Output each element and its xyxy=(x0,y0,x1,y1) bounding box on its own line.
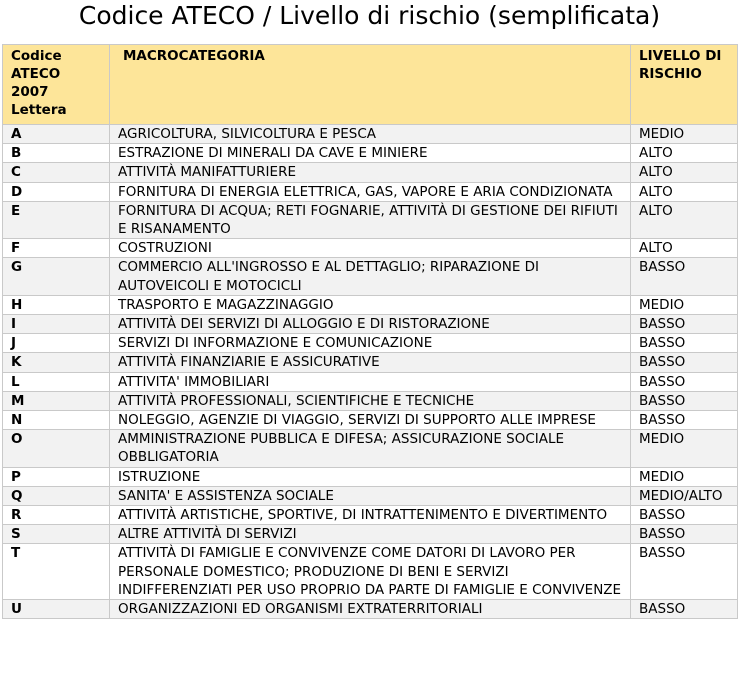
category-cell: ORGANIZZAZIONI ED ORGANISMI EXTRATERRITORIALI xyxy=(110,600,631,619)
code-cell: U xyxy=(3,600,110,619)
code-cell: H xyxy=(3,295,110,314)
code-cell: K xyxy=(3,353,110,372)
table-row xyxy=(3,600,738,619)
table-row xyxy=(3,544,738,600)
table-row xyxy=(3,486,738,505)
table-row xyxy=(3,525,738,544)
table-row xyxy=(3,372,738,391)
category-cell: ATTIVITA' IMMOBILIARI xyxy=(110,372,631,391)
risk-cell: BASSO xyxy=(631,544,738,600)
risk-cell: MEDIO xyxy=(631,467,738,486)
table-row xyxy=(3,467,738,486)
header-category: MACROCATEGORIA xyxy=(110,45,631,125)
code-cell: E xyxy=(3,201,110,238)
code-cell: R xyxy=(3,506,110,525)
category-cell: ISTRUZIONE xyxy=(110,467,631,486)
category-cell: ATTIVITÀ DI FAMIGLIE E CONVIVENZE COME DATORI DI LAVORO PER PERSONALE DOMESTICO; PRODUZIONE DI BENI E SERVIZI INDIFFERENZIATI PER USO PROPRIO DA PARTE DI FAMIGLIE E CONVIVENZE xyxy=(110,544,631,600)
code-cell: F xyxy=(3,239,110,258)
risk-cell: ALTO xyxy=(631,201,738,238)
code-cell: L xyxy=(3,372,110,391)
risk-cell: BASSO xyxy=(631,258,738,295)
risk-cell: ALTO xyxy=(631,182,738,201)
code-cell: J xyxy=(3,334,110,353)
code-cell: O xyxy=(3,430,110,467)
risk-cell: BASSO xyxy=(631,391,738,410)
risk-cell: MEDIO xyxy=(631,295,738,314)
category-cell: ALTRE ATTIVITÀ DI SERVIZI xyxy=(110,525,631,544)
category-cell: COSTRUZIONI xyxy=(110,239,631,258)
table-row xyxy=(3,391,738,410)
category-cell: AMMINISTRAZIONE PUBBLICA E DIFESA; ASSICURAZIONE SOCIALE OBBLIGATORIA xyxy=(110,430,631,467)
risk-cell: MEDIO xyxy=(631,125,738,144)
table-row xyxy=(3,239,738,258)
code-cell: S xyxy=(3,525,110,544)
header-risk: LIVELLO DI RISCHIO xyxy=(631,45,738,125)
code-cell: A xyxy=(3,125,110,144)
category-cell: COMMERCIO ALL'INGROSSO E AL DETTAGLIO; RIPARAZIONE DI AUTOVEICOLI E MOTOCICLI xyxy=(110,258,631,295)
code-cell: T xyxy=(3,544,110,600)
risk-cell: BASSO xyxy=(631,506,738,525)
table-row xyxy=(3,144,738,163)
category-cell: SERVIZI DI INFORMAZIONE E COMUNICAZIONE xyxy=(110,334,631,353)
table-row xyxy=(3,182,738,201)
category-cell: ATTIVITÀ PROFESSIONALI, SCIENTIFICHE E TECNICHE xyxy=(110,391,631,410)
category-cell: FORNITURA DI ACQUA; RETI FOGNARIE, ATTIVITÀ DI GESTIONE DEI RIFIUTI E RISANAMENTO xyxy=(110,201,631,238)
risk-cell: MEDIO/ALTO xyxy=(631,486,738,505)
category-cell: ATTIVITÀ FINANZIARIE E ASSICURATIVE xyxy=(110,353,631,372)
table-row xyxy=(3,163,738,182)
table-row xyxy=(3,201,738,238)
table-row xyxy=(3,430,738,467)
risk-cell: ALTO xyxy=(631,144,738,163)
code-cell: D xyxy=(3,182,110,201)
ateco-risk-table xyxy=(2,44,738,619)
table-row xyxy=(3,506,738,525)
code-cell: C xyxy=(3,163,110,182)
risk-cell: BASSO xyxy=(631,315,738,334)
table-body xyxy=(3,125,738,619)
code-cell: I xyxy=(3,315,110,334)
risk-cell: BASSO xyxy=(631,334,738,353)
code-cell: M xyxy=(3,391,110,410)
table-row xyxy=(3,315,738,334)
category-cell: AGRICOLTURA, SILVICOLTURA E PESCA xyxy=(110,125,631,144)
code-cell: P xyxy=(3,467,110,486)
risk-cell: BASSO xyxy=(631,411,738,430)
table-row xyxy=(3,295,738,314)
code-cell: B xyxy=(3,144,110,163)
category-cell: ATTIVITÀ MANIFATTURIERE xyxy=(110,163,631,182)
risk-cell: MEDIO xyxy=(631,430,738,467)
risk-cell: ALTO xyxy=(631,163,738,182)
table-row xyxy=(3,411,738,430)
table-header-row xyxy=(3,45,738,125)
risk-cell: BASSO xyxy=(631,525,738,544)
category-cell: ESTRAZIONE DI MINERALI DA CAVE E MINIERE xyxy=(110,144,631,163)
risk-cell: ALTO xyxy=(631,239,738,258)
risk-cell: BASSO xyxy=(631,353,738,372)
table-row xyxy=(3,353,738,372)
table-row xyxy=(3,334,738,353)
code-cell: N xyxy=(3,411,110,430)
category-cell: TRASPORTO E MAGAZZINAGGIO xyxy=(110,295,631,314)
category-cell: ATTIVITÀ DEI SERVIZI DI ALLOGGIO E DI RISTORAZIONE xyxy=(110,315,631,334)
header-code: Codice ATECO 2007 Lettera xyxy=(3,45,110,125)
code-cell: Q xyxy=(3,486,110,505)
table-row xyxy=(3,258,738,295)
page-title: Codice ATECO / Livello di rischio (semplificata) xyxy=(78,1,661,30)
category-cell: ATTIVITÀ ARTISTICHE, SPORTIVE, DI INTRATTENIMENTO E DIVERTIMENTO xyxy=(110,506,631,525)
table-row xyxy=(3,125,738,144)
category-cell: SANITA' E ASSISTENZA SOCIALE xyxy=(110,486,631,505)
risk-cell: BASSO xyxy=(631,600,738,619)
code-cell: G xyxy=(3,258,110,295)
risk-cell: BASSO xyxy=(631,372,738,391)
category-cell: NOLEGGIO, AGENZIE DI VIAGGIO, SERVIZI DI SUPPORTO ALLE IMPRESE xyxy=(110,411,631,430)
category-cell: FORNITURA DI ENERGIA ELETTRICA, GAS, VAPORE E ARIA CONDIZIONATA xyxy=(110,182,631,201)
